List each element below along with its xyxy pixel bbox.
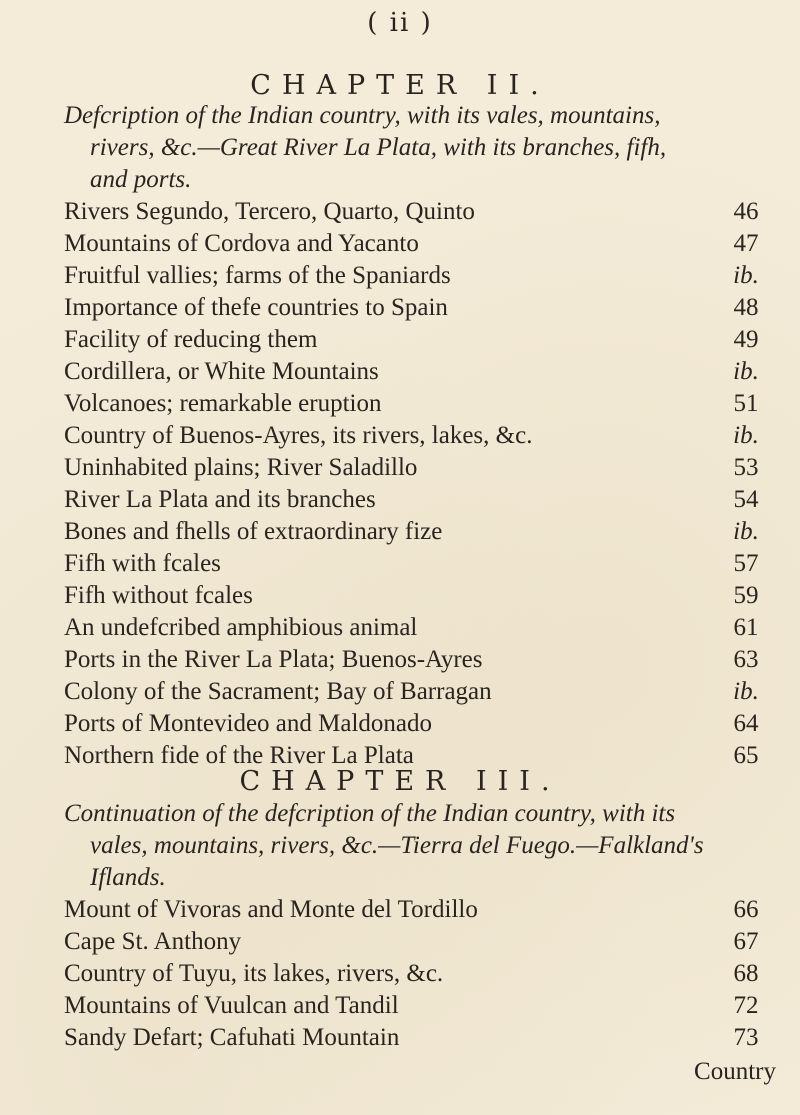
toc-entry-title: Cape St. Anthony — [64, 928, 242, 955]
toc-entry-title: Northern fide of the River La Plata — [64, 742, 414, 769]
toc-entry-page-number: 72 — [733, 992, 759, 1019]
toc-entry-title: Facility of reducing them — [64, 326, 318, 353]
toc-entry-page-number: 47 — [733, 230, 759, 257]
toc-entry-title: River La Plata and its branches — [64, 486, 376, 513]
toc-entry-page-number: ib. — [733, 262, 759, 289]
chapter-2-description-line: Defcription of the Indian country, with its vales, mountains, — [64, 102, 661, 129]
chapter-2-heading: CHAPTER II. — [250, 70, 550, 101]
toc-entry — [64, 580, 776, 612]
toc-entry — [64, 676, 776, 708]
toc-entry — [64, 644, 776, 676]
toc-entry-page-number: ib. — [733, 422, 759, 449]
toc-entry-page-number: 54 — [733, 486, 759, 513]
toc-entry-page-number: 67 — [733, 928, 759, 955]
chapter-3-description-line: vales, mountains, rivers, &c.—Tierra del Fuego.—Falkland's — [90, 832, 704, 859]
toc-entry — [64, 484, 776, 516]
toc-entry-title: Volcanoes; remarkable eruption — [64, 390, 382, 417]
chapter-2-description — [64, 100, 776, 196]
chapter-2-description-line: and ports. — [90, 166, 192, 193]
chapter-2-description-line: rivers, &c.—Great River La Plata, with its branches, fifh, — [90, 134, 667, 161]
toc-entry-title: Country of Buenos-Ayres, its rivers, lakes, &c. — [64, 422, 533, 449]
toc-entry-title: Rivers Segundo, Tercero, Quarto, Quinto — [64, 198, 475, 225]
toc-entry-title: Fruitful vallies; farms of the Spaniards — [64, 262, 451, 289]
toc-entry — [64, 708, 776, 740]
toc-entry-title: Fifh with fcales — [64, 550, 221, 577]
toc-entry — [64, 228, 776, 260]
toc-entry — [64, 260, 776, 292]
chapter-3-description-line: Iflands. — [90, 864, 166, 891]
toc-entry — [64, 420, 776, 452]
toc-entry-title: Mountains of Vuulcan and Tandil — [64, 992, 399, 1019]
toc-entry-page-number: 61 — [733, 614, 759, 641]
toc-entry-page-number: 65 — [733, 742, 759, 769]
toc-entry-page-number: 66 — [733, 896, 759, 923]
toc-entry-page-number: 57 — [733, 550, 759, 577]
toc-entry — [64, 990, 776, 1022]
toc-entry — [64, 452, 776, 484]
toc-entry — [64, 612, 776, 644]
toc-entry-title: Ports in the River La Plata; Buenos-Ayres — [64, 646, 483, 673]
toc-entry-page-number: 68 — [733, 960, 759, 987]
toc-entry-title: Mount of Vivoras and Monte del Tordillo — [64, 896, 478, 923]
toc-entry-page-number: 48 — [733, 294, 759, 321]
toc-entry — [64, 516, 776, 548]
toc-entry-page-number: 63 — [733, 646, 759, 673]
toc-entry-page-number: 64 — [733, 710, 759, 737]
toc-entry-title: Bones and fhells of extraordinary fize — [64, 518, 443, 545]
toc-entry — [64, 1022, 776, 1054]
toc-entry-title: Importance of thefe countries to Spain — [64, 294, 448, 321]
chapter-3-description-line: Continuation of the defcription of the Indian country, with its — [64, 800, 676, 827]
toc-entry-title: Cordillera, or White Mountains — [64, 358, 379, 385]
toc-entry-page-number: ib. — [733, 678, 759, 705]
toc-entry-page-number: 49 — [733, 326, 759, 353]
toc-entry-page-number: 53 — [733, 454, 759, 481]
toc-entry-title: Sandy Defart; Cafuhati Mountain — [64, 1024, 400, 1051]
toc-entry-title: Uninhabited plains; River Saladillo — [64, 454, 418, 481]
toc-entry-title: Country of Tuyu, its lakes, rivers, &c. — [64, 960, 444, 987]
toc-entry — [64, 548, 776, 580]
toc-entry-title: Colony of the Sacrament; Bay of Barragan — [64, 678, 492, 705]
toc-entry — [64, 356, 776, 388]
toc-entry — [64, 292, 776, 324]
toc-entry-title: Ports of Montevideo and Maldonado — [64, 710, 433, 737]
chapter-2-contents — [64, 196, 776, 772]
toc-entry-title: Fifh without fcales — [64, 582, 253, 609]
toc-entry — [64, 324, 776, 356]
toc-entry-page-number: ib. — [733, 358, 759, 385]
toc-entry-page-number: 73 — [733, 1024, 759, 1051]
toc-entry-title: An undefcribed amphibious animal — [64, 614, 418, 641]
toc-entry — [64, 894, 776, 926]
chapter-3-description — [64, 798, 776, 894]
toc-entry-title: Mountains of Cordova and Yacanto — [64, 230, 419, 257]
toc-entry-page-number: 51 — [733, 390, 759, 417]
chapter-3-contents — [64, 894, 776, 1054]
page-folio: ( ii ) — [367, 8, 433, 38]
chapter-3-heading: CHAPTER III. — [239, 766, 561, 797]
toc-entry — [64, 926, 776, 958]
toc-entry — [64, 196, 776, 228]
toc-entry-page-number: 59 — [733, 582, 759, 609]
toc-entry — [64, 388, 776, 420]
catchword: Country — [694, 1058, 776, 1085]
toc-entry-page-number: 46 — [733, 198, 759, 225]
toc-entry-page-number: ib. — [733, 518, 759, 545]
toc-entry — [64, 958, 776, 990]
